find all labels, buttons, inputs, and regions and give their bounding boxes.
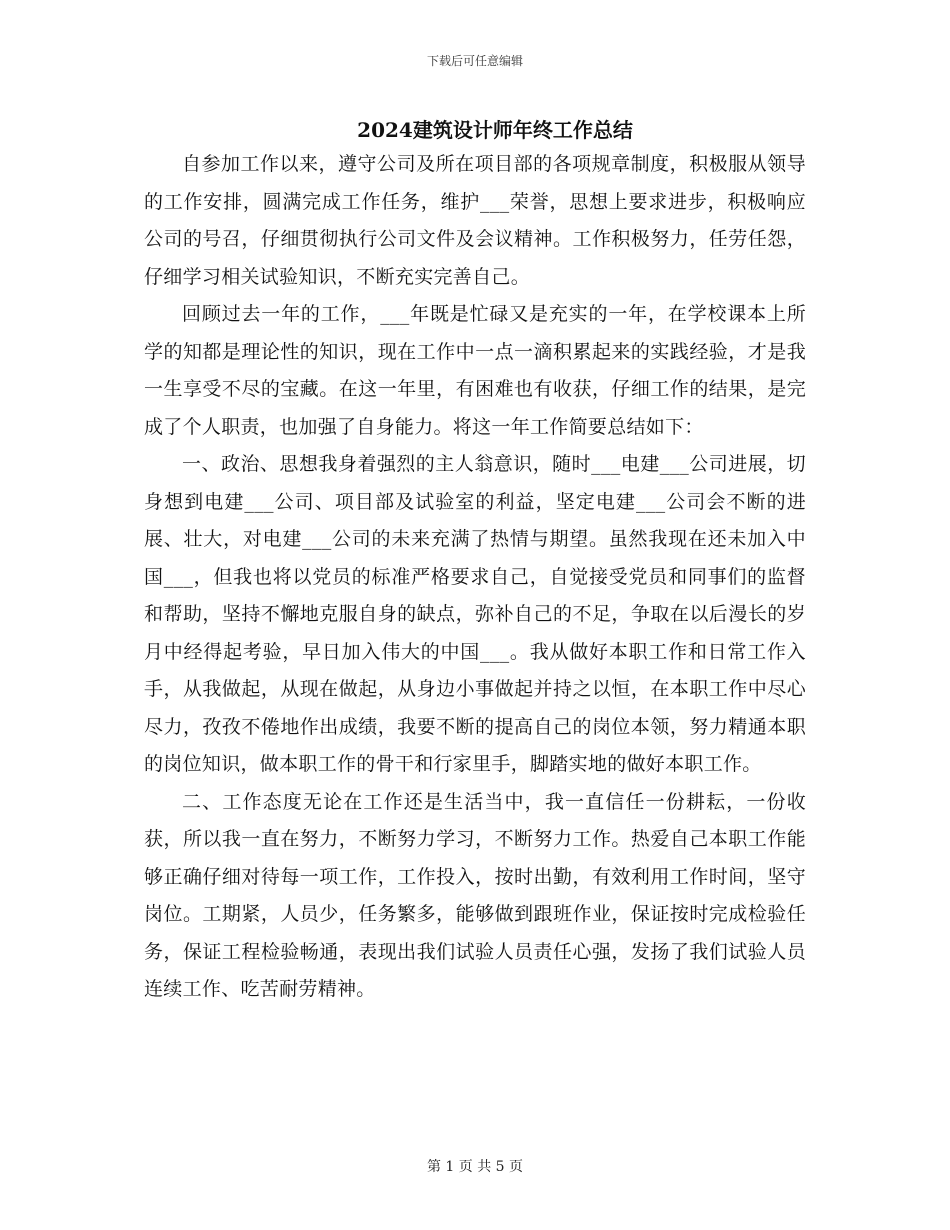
paragraph-attitude: 二、工作态度无论在工作还是生活当中，我一直信任一份耕耘，一份收获，所以我一直在努力，不断努力学习，不断努力工作。热爱自己本职工作能够正确仔细对待每一项工作，工作投入，按时出勤，有效利用工作时间，坚守岗位。工期紧，人员少，任务繁多，能够做到跟班作业，保证按时完成检验任务，保证工程检验畅通，表现出我们试验人员责任心强，发扬了我们试验人员连续工作、吃苦耐劳精神。 [144,790,806,1000]
header-note: 下载后可任意编辑 [426,54,523,68]
paragraph-politics: 一、政治、思想我身着强烈的主人翁意识，随时___电建___公司进展，切身想到电建___公司、项目部及试验室的利益，坚定电建___公司会不断的进展、壮大，对电建___公司的未来充满了热情与期望。虽然我现在还未加入中国___，但我也将以党员的标准严格要求自己，自觉接受党员和同事们的监督和帮助，坚持不懈地克服自身的缺点，弥补自己的不足，争取在以后漫长的岁月中经得起考验，早日加入伟大的中国___。我从做好本职工作和日常工作入手，从我做起，从现在做起，从身边小事做起并持之以恒，在本职工作中尽心尽力，孜孜不倦地作出成绩，我要不断的提高自己的岗位本领，努力精通本职的岗位知识，做本职工作的骨干和行家里手，脚踏实地的做好本职工作。 [144,453,806,775]
document-title: 2024建筑设计师年终工作总结 [357,118,633,142]
document-body [144,146,806,1009]
paragraph-intro: 自参加工作以来，遵守公司及所在项目部的各项规章制度，积极服从领导的工作安排，圆满完成工作任务，维护___荣誉，思想上要求进步，积极响应公司的号召，仔细贯彻执行公司文件及会议精神。工作积极努力，任劳任怨，仔细学习相关试验知识，不断充实完善自己。 [144,153,806,288]
page-footer: 第 1 页 共 5 页 [426,1159,524,1175]
paragraph-review: 回顾过去一年的工作，___年既是忙碌又是充实的一年，在学校课本上所学的知都是理论性的知识，现在工作中一点一滴积累起来的实践经验，才是我一生享受不尽的宝藏。在这一年里，有困难也有收获，仔细工作的结果，是完成了个人职责，也加强了自身能力。将这一年工作简要总结如下： [144,303,806,438]
